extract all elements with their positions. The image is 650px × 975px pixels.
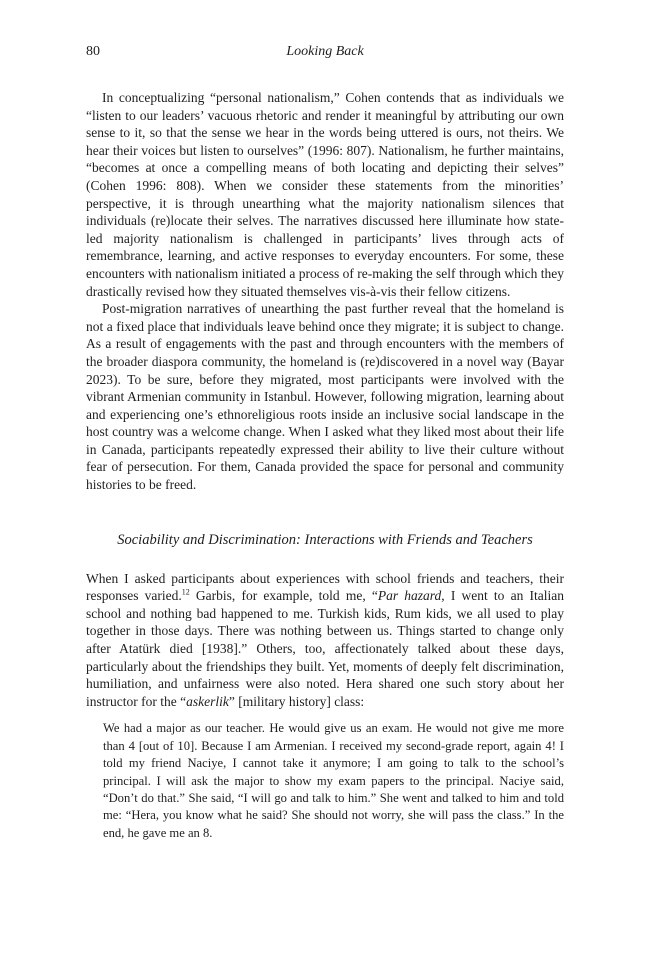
paragraph-personal-nationalism: In conceptualizing “personal nationalism,” Cohen contends that as individuals we “listen to our leaders’ vacuous rhetoric and render it meaningful by attributing our own sense to it, so that the sense we hear in the words being uttered is ours, not theirs. We hear their voices but listen to ourselves” (1996: 807). Nationalism, he further maintains, “becomes at once a compelling means of both locating and depicting their selves” (Cohen 1996: 808). When we consider these statements from the minorities’ perspective, it is through unearthing what the majority nationalism silences that individuals (re)locate their selves. The narratives discussed here illuminate how state-led majority nationalism is challenged in participants’ lives through acts of remembrance, learning, and active responses to everyday encounters. For some, these encounters with nationalism initiated a process of re-making the self through which they drastically revised how they situated themselves vis-à-vis their fellow citizens. (86, 90, 564, 299)
paragraph-post-migration: Post-migration narratives of unearthing the past further reveal that the homeland is not a fixed place that individuals leave behind once they migrate; it is subject to change. As a result of engagements with the past and through encounters with the members of the broader diaspora community, the homeland is (re)discovered in a novel way (Bayar 2023). To be sure, before they migrated, most participants were involved with the vibrant Armenian community in Istanbul. However, following migration, learning about and experiencing one’s ethnoreligious roots inside an inclusive social landscape in the host country was a welcome change. When I asked what they liked most about their life in Canada, participants repeatedly expressed their ability to live their culture without fear of persecution. For them, Canada provided the space for personal and community histories to be freed. (86, 301, 564, 493)
italic-phrase: Par hazard (377, 588, 442, 604)
text-segment: , I went to an Italian school and nothing bad happened to me. Turkish kids, Rum kids, we all used to play together in those days. There was nothing between us. Things started to change only after Atatürk died [1938].” Others, too, affectionately talked about these days, particularly about the friendships they built. Yet, moments of deeply felt discrimination, humiliation, and unfairness were also noted. Hera shared one such story about her instructor for the “ (86, 588, 564, 709)
italic-term: askerlik (186, 693, 229, 709)
block-quote: We had a major as our teacher. He would give us an exam. He would not give me more than 4 [out of 10]. Because I am Armenian. I received my second-grade report, again 4! I told my friend Naciye, I cannot take it anymore; I am going to talk to the school’s principal. I will ask the major to show my exam papers to the principal. Naciye said, “Don’t do that.” She said, “I will go and talk to him.” She went and talked to him and told me: “Hera, you know what he said? She should not worry, she will pass the class.” In the end, he gave me an 8. (103, 721, 564, 840)
text-segment: Garbis, for example, told me, “ (189, 588, 378, 604)
text-segment: When I asked participants about experiences with school friends and teachers, their responses varied. (86, 570, 564, 604)
text-segment: ” [military history] class: (228, 693, 365, 709)
running-head (86, 44, 564, 64)
page-number: 80 (86, 44, 100, 59)
section-heading: Sociability and Discrimination: Interactions with Friends and Teachers (117, 531, 533, 548)
footnote-marker: 12 (181, 587, 190, 597)
running-title: Looking Back (286, 44, 364, 59)
paragraph-school-experiences (86, 570, 564, 711)
body-text (86, 89, 564, 842)
